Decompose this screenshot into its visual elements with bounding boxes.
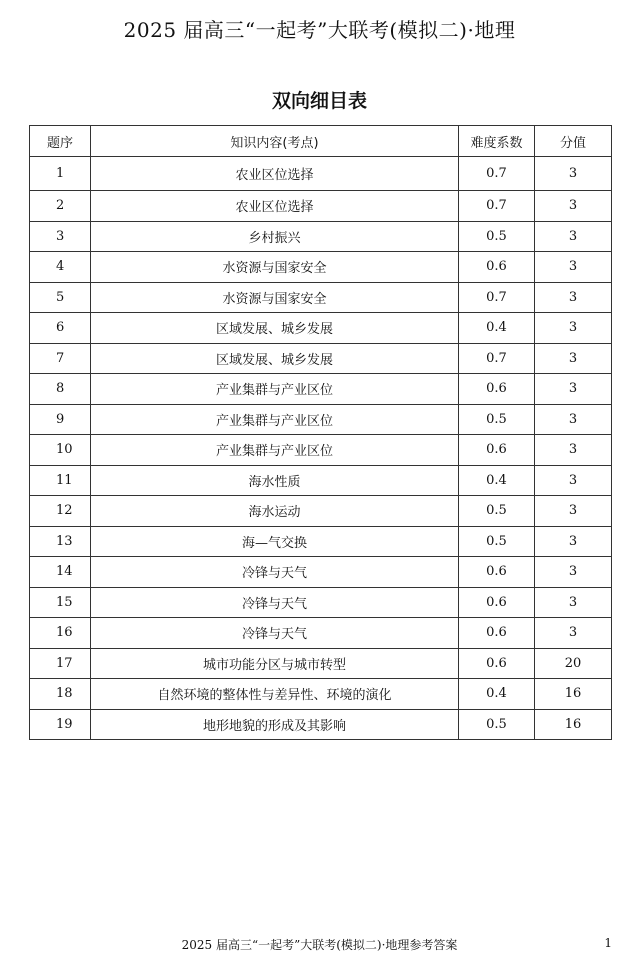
footer-text: 2025 届高三“一起考”大联考(模拟二)·地理参考答案 [181, 938, 458, 952]
table-row [30, 557, 612, 588]
cell-difficulty: 0.6 [459, 587, 535, 618]
cell-knowledge-content: 产业集群与产业区位 [91, 374, 459, 405]
cell-difficulty: 0.5 [459, 221, 535, 252]
cell-score: 3 [535, 374, 612, 405]
cell-knowledge-content: 地形地貌的形成及其影响 [91, 709, 459, 740]
table-row [30, 157, 612, 191]
cell-difficulty: 0.6 [459, 557, 535, 588]
cell-difficulty: 0.7 [459, 157, 535, 191]
cell-difficulty: 0.5 [459, 404, 535, 435]
cell-question-number: 17 [30, 648, 91, 679]
cell-question-number: 14 [30, 557, 91, 588]
cell-difficulty: 0.7 [459, 191, 535, 222]
cell-score: 3 [535, 465, 612, 496]
cell-question-number: 8 [30, 374, 91, 405]
cell-score: 16 [535, 709, 612, 740]
table-row [30, 221, 612, 252]
cell-knowledge-content: 水资源与国家安全 [91, 252, 459, 283]
table-row [30, 282, 612, 313]
cell-score: 3 [535, 557, 612, 588]
table-row [30, 435, 612, 466]
cell-knowledge-content: 海水运动 [91, 496, 459, 527]
cell-question-number: 16 [30, 618, 91, 649]
page-number: 1 [604, 936, 612, 950]
cell-difficulty: 0.5 [459, 496, 535, 527]
cell-score: 16 [535, 679, 612, 710]
cell-knowledge-content: 区域发展、城乡发展 [91, 343, 459, 374]
cell-difficulty: 0.6 [459, 648, 535, 679]
spec-table [29, 125, 612, 740]
cell-knowledge-content: 城市功能分区与城市转型 [91, 648, 459, 679]
cell-question-number: 5 [30, 282, 91, 313]
cell-question-number: 18 [30, 679, 91, 710]
cell-knowledge-content: 产业集群与产业区位 [91, 404, 459, 435]
table-row [30, 587, 612, 618]
header-knowledge-content: 知识内容(考点) [91, 126, 459, 157]
cell-question-number: 2 [30, 191, 91, 222]
cell-difficulty: 0.6 [459, 252, 535, 283]
cell-difficulty: 0.4 [459, 313, 535, 344]
table-header-row [30, 126, 612, 157]
cell-difficulty: 0.4 [459, 679, 535, 710]
cell-question-number: 10 [30, 435, 91, 466]
cell-score: 3 [535, 252, 612, 283]
cell-score: 3 [535, 191, 612, 222]
cell-knowledge-content: 乡村振兴 [91, 221, 459, 252]
table-row [30, 252, 612, 283]
cell-knowledge-content: 水资源与国家安全 [91, 282, 459, 313]
table-row [30, 404, 612, 435]
cell-difficulty: 0.5 [459, 526, 535, 557]
cell-knowledge-content: 自然环境的整体性与差异性、环境的演化 [91, 679, 459, 710]
cell-score: 3 [535, 282, 612, 313]
cell-knowledge-content: 农业区位选择 [91, 157, 459, 191]
cell-question-number: 12 [30, 496, 91, 527]
table-row [30, 191, 612, 222]
cell-score: 3 [535, 526, 612, 557]
cell-knowledge-content: 冷锋与天气 [91, 557, 459, 588]
cell-score: 3 [535, 313, 612, 344]
table-row [30, 618, 612, 649]
cell-score: 3 [535, 221, 612, 252]
cell-question-number: 3 [30, 221, 91, 252]
table-row [30, 313, 612, 344]
table-body [30, 157, 612, 740]
header-score: 分值 [535, 126, 612, 157]
table-row [30, 374, 612, 405]
cell-score: 3 [535, 618, 612, 649]
cell-knowledge-content: 区域发展、城乡发展 [91, 313, 459, 344]
cell-difficulty: 0.7 [459, 343, 535, 374]
table-row [30, 496, 612, 527]
cell-difficulty: 0.5 [459, 709, 535, 740]
cell-score: 20 [535, 648, 612, 679]
cell-score: 3 [535, 404, 612, 435]
table-row [30, 709, 612, 740]
cell-knowledge-content: 农业区位选择 [91, 191, 459, 222]
cell-knowledge-content: 冷锋与天气 [91, 587, 459, 618]
cell-knowledge-content: 海—气交换 [91, 526, 459, 557]
header-question-number: 题序 [30, 126, 91, 157]
table-row [30, 679, 612, 710]
cell-difficulty: 0.6 [459, 618, 535, 649]
cell-question-number: 13 [30, 526, 91, 557]
cell-question-number: 1 [30, 157, 91, 191]
cell-difficulty: 0.6 [459, 435, 535, 466]
cell-knowledge-content: 产业集群与产业区位 [91, 435, 459, 466]
cell-difficulty: 0.4 [459, 465, 535, 496]
cell-question-number: 6 [30, 313, 91, 344]
cell-question-number: 15 [30, 587, 91, 618]
cell-score: 3 [535, 496, 612, 527]
cell-knowledge-content: 海水性质 [91, 465, 459, 496]
cell-score: 3 [535, 343, 612, 374]
table-title: 双向细目表 [271, 90, 367, 112]
cell-question-number: 7 [30, 343, 91, 374]
document-title: 2025 届高三“一起考”大联考(模拟二)·地理 [123, 18, 516, 42]
cell-score: 3 [535, 157, 612, 191]
table-row [30, 343, 612, 374]
cell-score: 3 [535, 435, 612, 466]
cell-knowledge-content: 冷锋与天气 [91, 618, 459, 649]
cell-difficulty: 0.7 [459, 282, 535, 313]
cell-difficulty: 0.6 [459, 374, 535, 405]
cell-question-number: 9 [30, 404, 91, 435]
cell-question-number: 11 [30, 465, 91, 496]
table-row [30, 648, 612, 679]
cell-question-number: 19 [30, 709, 91, 740]
table-row [30, 465, 612, 496]
cell-question-number: 4 [30, 252, 91, 283]
cell-score: 3 [535, 587, 612, 618]
header-difficulty: 难度系数 [459, 126, 535, 157]
table-row [30, 526, 612, 557]
